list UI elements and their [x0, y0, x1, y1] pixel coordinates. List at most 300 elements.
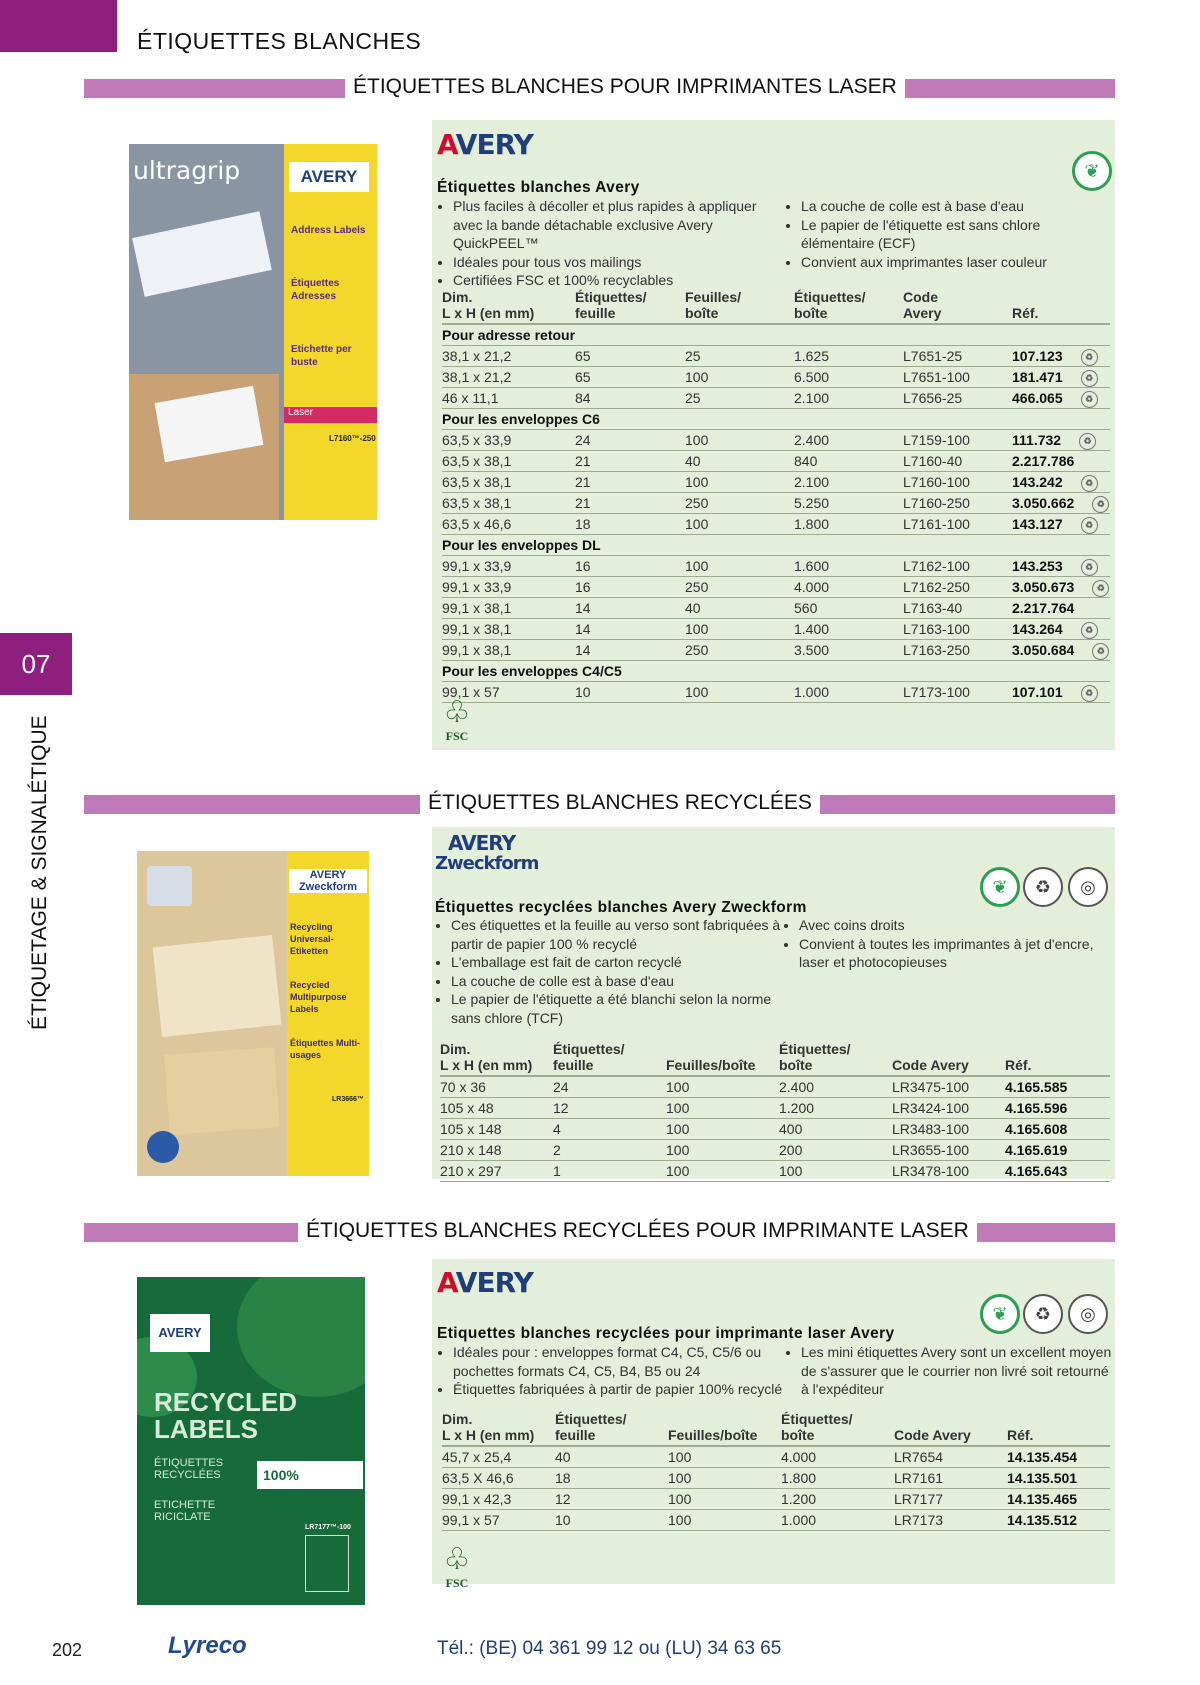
table-cell [442, 640, 575, 661]
table-cell [794, 556, 903, 577]
table-row [442, 598, 1110, 619]
cell-text: LR3475-100 [892, 1079, 970, 1095]
cell-text: 1.800 [794, 516, 830, 532]
group-label: Pour les enveloppes C6 [442, 409, 1110, 430]
cell-text: 250 [685, 579, 709, 595]
table-cell [553, 1140, 666, 1161]
recyclable-icon: ♻ [1081, 349, 1098, 366]
table-cell [666, 1140, 779, 1161]
table-cell [555, 1510, 668, 1531]
cell-text: 400 [779, 1121, 803, 1137]
table-cell [442, 577, 575, 598]
table-cell [666, 1161, 779, 1182]
table-cell [666, 1098, 779, 1119]
ref-cell[interactable] [1012, 367, 1110, 388]
ref-cell[interactable] [1007, 1446, 1110, 1468]
cell-text: 4.000 [781, 1449, 817, 1465]
bullets-right-3 [785, 1343, 1119, 1399]
table-cell [794, 430, 903, 451]
ref-cell[interactable] [1012, 598, 1110, 619]
bullets-right-1 [785, 197, 1101, 271]
cell-text: 4 [553, 1121, 561, 1137]
ref-cell[interactable] [1007, 1468, 1110, 1489]
pack-avery-logo: AVERY [289, 162, 369, 192]
table-group-row [442, 661, 1110, 682]
ref-cell[interactable] [1012, 430, 1110, 451]
table-cell [575, 346, 685, 367]
table-cell [903, 514, 1012, 535]
cell-text: 84 [575, 390, 591, 406]
pack-laser-band: Laser [284, 407, 377, 423]
cell-text: 14.135.465 [1007, 1491, 1078, 1507]
cell-text: 4.165.596 [1005, 1100, 1068, 1116]
cell-text: 105 x 48 [440, 1100, 494, 1116]
cell-text: 21 [575, 474, 591, 490]
ref-cell[interactable] [1012, 493, 1110, 514]
table-cell [442, 619, 575, 640]
pack-line: Recycled Multipurpose Labels [290, 980, 347, 1014]
col-labels-box: Étiquettes/ boîte [781, 1411, 894, 1446]
recyclable-icon: ♻ [1092, 496, 1109, 513]
cell-text: 99,1 x 57 [442, 684, 500, 700]
table-cell [894, 1468, 1007, 1489]
bullet: • Avec coins droits [799, 916, 1119, 935]
cell-text: 1.200 [781, 1491, 817, 1507]
col-dim: Dim. L x H (en mm) [442, 1411, 555, 1446]
pack-ultragrip: ultragrip [133, 156, 241, 185]
cell-text: 5.250 [794, 495, 830, 511]
cell-text: 100 [668, 1470, 692, 1486]
table-cell [440, 1119, 553, 1140]
avery-logo: AVERY [437, 128, 533, 161]
table-cell [442, 514, 575, 535]
cell-text: 10 [555, 1512, 571, 1528]
table-row [442, 577, 1110, 598]
table-cell [794, 346, 903, 367]
bullet: • Idéales pour : enveloppes format C4, C5, C5/6 ou pochettes formats C4, C5, B4, B5 ou 24 [453, 1343, 788, 1380]
table-cell [555, 1468, 668, 1489]
table-cell [892, 1076, 1005, 1098]
table-cell [779, 1140, 892, 1161]
spec-table-3 [442, 1411, 1110, 1531]
table-cell [575, 682, 685, 703]
cell-text: 40 [555, 1449, 571, 1465]
table-cell [442, 1468, 555, 1489]
cell-text: 46 x 11,1 [442, 390, 499, 406]
table-row [440, 1161, 1110, 1182]
cell-text: L7651-100 [903, 369, 970, 385]
table-cell [685, 598, 794, 619]
avery-logo: AVERY [437, 1266, 533, 1299]
cell-text: 560 [794, 600, 818, 616]
table-cell [685, 388, 794, 409]
table-cell [903, 367, 1012, 388]
table-cell [903, 556, 1012, 577]
cell-text: 65 [575, 348, 591, 364]
table-cell [794, 451, 903, 472]
table-cell [685, 493, 794, 514]
table-cell [555, 1489, 668, 1510]
pack-title: LABELS [154, 1414, 258, 1444]
ref-cell[interactable] [1012, 388, 1110, 409]
table-cell [894, 1489, 1007, 1510]
chapter-tab[interactable]: 07 [0, 633, 72, 695]
table-cell [779, 1161, 892, 1182]
page-number: 202 [52, 1640, 83, 1660]
table-cell [442, 493, 575, 514]
table-row [442, 388, 1110, 409]
table-cell [892, 1140, 1005, 1161]
table-cell [779, 1119, 892, 1140]
footer-phone: Tél.: (BE) 04 361 99 12 ou (LU) 34 63 65 [437, 1638, 782, 1659]
col-ref: Réf. [1005, 1041, 1110, 1076]
cell-text: L7160-100 [903, 474, 970, 490]
ref-cell[interactable] [1012, 682, 1110, 703]
bullet: • Idéales pour tous vos mailings [453, 253, 787, 272]
table-row [442, 346, 1110, 367]
cell-text: 100 [666, 1079, 690, 1095]
col-labels-sheet: Étiquettes/ feuille [575, 289, 685, 324]
cell-text: 63,5 x 46,6 [442, 516, 512, 532]
cell-text: L7656-25 [903, 390, 963, 406]
cell-text: 1.600 [794, 558, 830, 574]
cell-text: 63,5 x 38,1 [442, 453, 512, 469]
col-labels-box: Étiquettes/ boîte [779, 1041, 892, 1076]
cell-text: 24 [575, 432, 591, 448]
table-cell [553, 1098, 666, 1119]
table-row [442, 1446, 1110, 1468]
cell-text: 100 [668, 1512, 692, 1528]
table-cell [440, 1098, 553, 1119]
section-heading-2: ÉTIQUETTES BLANCHES RECYCLÉES [420, 791, 820, 815]
ref-cell[interactable] [1012, 640, 1110, 661]
table-row [440, 1098, 1110, 1119]
col-sheets-box: Feuilles/ boîte [685, 289, 794, 324]
table-cell [794, 388, 903, 409]
recyclable-icon: ♻ [1081, 391, 1098, 408]
product-title-2: Étiquettes recyclées blanches Avery Zweckform [435, 899, 807, 916]
bullet: • Le papier de l'étiquette est sans chlore élémentaire (ECF) [801, 216, 1101, 253]
cell-text: 143.242 [1012, 474, 1063, 490]
table-cell [575, 640, 685, 661]
cell-text: 466.065 [1012, 390, 1063, 406]
group-label: Pour les enveloppes DL [442, 535, 1110, 556]
table-cell [779, 1076, 892, 1098]
group-label: Pour les enveloppes C4/C5 [442, 661, 1110, 682]
product-image-avery-laser [129, 144, 377, 520]
table-row [442, 619, 1110, 640]
table-cell [685, 472, 794, 493]
cell-text: 14 [575, 642, 591, 658]
cell-text: 12 [553, 1100, 569, 1116]
cell-text: 40 [685, 453, 701, 469]
table-cell [575, 598, 685, 619]
table-group-row [442, 535, 1110, 556]
table-cell [892, 1161, 1005, 1182]
cell-text: 14 [575, 621, 591, 637]
recyclable-icon: ♻ [1081, 559, 1098, 576]
ref-cell[interactable] [1005, 1119, 1110, 1140]
ref-cell[interactable] [1012, 619, 1110, 640]
table-cell [442, 598, 575, 619]
cell-text: 100 [685, 432, 709, 448]
cell-text: 3.050.673 [1012, 579, 1075, 595]
bullet: • Convient à toutes les imprimantes à jet d'encre, laser et photocopieuses [799, 935, 1119, 972]
table-cell [892, 1098, 1005, 1119]
ref-cell[interactable] [1012, 556, 1110, 577]
bullet: • Plus faciles à décoller et plus rapides à appliquer avec la bande détachable exclusive Avery QuickPEEL™ [453, 197, 787, 253]
table-cell [892, 1119, 1005, 1140]
table-row [442, 514, 1110, 535]
cell-text: 12 [555, 1491, 571, 1507]
table-cell [442, 1489, 555, 1510]
globe-icon: ◎ [1068, 1294, 1108, 1334]
cell-text: LR3483-100 [892, 1121, 970, 1137]
chapter-title: ÉTIQUETAGE & SIGNALÉTIQUE [28, 715, 51, 1030]
cell-text: 16 [575, 579, 591, 595]
cell-text: LR7161 [894, 1470, 944, 1486]
cell-text: 6.500 [794, 369, 830, 385]
table-cell [575, 451, 685, 472]
cell-text: 63,5 x 38,1 [442, 495, 512, 511]
cell-text: 210 x 148 [440, 1142, 502, 1158]
eco-leaf-icon: ❦ [980, 1294, 1020, 1334]
table-cell [575, 619, 685, 640]
cell-text: 3.050.662 [1012, 495, 1075, 511]
table-cell [903, 430, 1012, 451]
pack-line: Recycling Universal-Etiketten [290, 922, 334, 956]
section-heading-3: ÉTIQUETTES BLANCHES RECYCLÉES POUR IMPRIMANTE LASER [298, 1219, 977, 1243]
cell-text: 99,1 x 33,9 [442, 558, 512, 574]
table-cell [794, 577, 903, 598]
recyclable-icon: ♻ [1092, 580, 1109, 597]
table-cell [553, 1076, 666, 1098]
cell-text: 2.100 [794, 390, 830, 406]
product-title-1: Étiquettes blanches Avery [437, 179, 640, 196]
table-cell [668, 1446, 781, 1468]
ref-cell[interactable] [1012, 472, 1110, 493]
cell-text: 100 [685, 474, 709, 490]
ref-cell[interactable] [1012, 577, 1110, 598]
cell-text: LR7654 [894, 1449, 944, 1465]
bullet: • Ces étiquettes et la feuille au verso sont fabriquées à partir de papier 100 % recyclé [451, 916, 786, 953]
lyreco-logo[interactable]: Lyreco [168, 1632, 247, 1659]
globe-icon: ◎ [1068, 867, 1108, 907]
bullets-right-2 [783, 916, 1119, 972]
cell-text: L7173-100 [903, 684, 970, 700]
cell-text: 63,5 x 38,1 [442, 474, 512, 490]
cell-text: 107.123 [1012, 348, 1063, 364]
cell-text: 99,1 x 42,3 [442, 1491, 512, 1507]
bullet: • Les mini étiquettes Avery sont un excellent moyen de s'assurer que le courrier non livré soit retourné à l'expéditeur [801, 1343, 1119, 1399]
table-cell [685, 367, 794, 388]
pack-line: Etichette per buste [291, 344, 352, 368]
cell-text: 38,1 x 21,2 [442, 348, 512, 364]
cell-text: 63,5 x 33,9 [442, 432, 512, 448]
table-cell [781, 1489, 894, 1510]
col-sheets-box: Feuilles/boîte [666, 1041, 779, 1076]
cell-text: 100 [685, 369, 709, 385]
col-code: Code Avery [892, 1041, 1005, 1076]
cell-text: 100 [685, 516, 709, 532]
ref-cell[interactable] [1012, 346, 1110, 367]
table-cell [794, 682, 903, 703]
cell-text: 4.000 [794, 579, 830, 595]
ref-cell[interactable] [1007, 1489, 1110, 1510]
cell-text: L7163-250 [903, 642, 970, 658]
table-cell [903, 619, 1012, 640]
fsc-logo: ♧ FSC [437, 697, 477, 744]
ref-cell[interactable] [1012, 451, 1110, 472]
recyclable-icon: ♻ [1079, 433, 1096, 450]
spec-table-2 [440, 1041, 1110, 1182]
recycle-icon: ♻ [1023, 1294, 1063, 1334]
table-cell [781, 1446, 894, 1468]
cell-text: 2.217.786 [1012, 453, 1075, 469]
table-cell [442, 388, 575, 409]
ref-cell[interactable] [1005, 1076, 1110, 1098]
col-code: Code Avery [903, 289, 1012, 324]
table-header-row [440, 1041, 1110, 1076]
recyclable-icon: ♻ [1081, 475, 1098, 492]
table-cell [575, 388, 685, 409]
table-cell [794, 514, 903, 535]
table-cell [668, 1489, 781, 1510]
cell-text: 70 x 36 [440, 1079, 486, 1095]
cell-text: 4.165.643 [1005, 1163, 1068, 1179]
table-cell [685, 619, 794, 640]
spec-table-1 [442, 289, 1110, 703]
table-cell [894, 1510, 1007, 1531]
bullet: • La couche de colle est à base d'eau [801, 197, 1101, 216]
avery-logo: AVERY [448, 831, 516, 855]
table-header-row [442, 289, 1110, 324]
cell-text: 24 [553, 1079, 569, 1095]
eco-leaf-icon: ❦ [1072, 151, 1112, 191]
group-label: Pour adresse retour [442, 324, 1110, 346]
table-cell [685, 514, 794, 535]
table-cell [794, 640, 903, 661]
cell-text: 1.000 [794, 684, 830, 700]
cell-text: L7160-40 [903, 453, 963, 469]
cell-text: 1.400 [794, 621, 830, 637]
cell-text: 14 [575, 600, 591, 616]
table-cell [440, 1076, 553, 1098]
table-row [442, 1468, 1110, 1489]
table-cell [442, 367, 575, 388]
bullets-left-1 [437, 197, 787, 290]
cell-text: 10 [575, 684, 591, 700]
cell-text: 99,1 x 33,9 [442, 579, 512, 595]
table-cell [685, 556, 794, 577]
table-cell [903, 388, 1012, 409]
bullet: • L'emballage est fait de carton recyclé [451, 953, 786, 972]
ref-cell[interactable] [1012, 514, 1110, 535]
bullets-left-3 [437, 1343, 788, 1399]
cell-text: 100 [666, 1100, 690, 1116]
table-cell [794, 493, 903, 514]
table-row [442, 430, 1110, 451]
ref-cell[interactable] [1007, 1510, 1110, 1531]
table-cell [442, 1510, 555, 1531]
table-row [442, 640, 1110, 661]
cell-text: 63,5 X 46,6 [442, 1470, 514, 1486]
table-cell [781, 1510, 894, 1531]
cell-text: 4.165.619 [1005, 1142, 1068, 1158]
table-cell [685, 577, 794, 598]
table-cell [442, 556, 575, 577]
ref-cell[interactable] [1005, 1161, 1110, 1182]
col-labels-sheet: Étiquettes/ feuille [555, 1411, 668, 1446]
recyclable-icon: ♻ [1081, 685, 1098, 702]
eco-leaf-icon: ❦ [980, 867, 1020, 907]
table-row [440, 1119, 1110, 1140]
col-code: Code Avery [894, 1411, 1007, 1446]
ref-cell[interactable] [1005, 1140, 1110, 1161]
pack-avery-logo: AVERY [150, 1314, 210, 1352]
cell-text: 14.135.454 [1007, 1449, 1078, 1465]
table-cell [779, 1098, 892, 1119]
cell-text: 65 [575, 369, 591, 385]
cell-text: 111.732 [1012, 432, 1062, 448]
cell-text: 1 [553, 1163, 561, 1179]
table-row [442, 1489, 1110, 1510]
col-dim: Dim. L x H (en mm) [440, 1041, 553, 1076]
recycle-icon: ♻ [1023, 867, 1063, 907]
zweckform-logo: Zweckform [435, 853, 539, 874]
table-cell [666, 1119, 779, 1140]
pack-title: RECYCLED [154, 1387, 298, 1417]
cell-text: 2.400 [779, 1079, 815, 1095]
pack-code: LR3666™ [332, 1096, 364, 1103]
cell-text: 100 [685, 621, 709, 637]
table-row [442, 682, 1110, 703]
bullet: • Le papier de l'étiquette a été blanchi selon la norme sans chlore (TCF) [451, 990, 786, 1027]
cell-text: 143.264 [1012, 621, 1063, 637]
table-row [442, 451, 1110, 472]
table-cell [668, 1510, 781, 1531]
cell-text: 840 [794, 453, 818, 469]
product-image-avery-recycled [137, 1277, 365, 1605]
col-dim: Dim. L x H (en mm) [442, 289, 575, 324]
pack-code: L7160™-250 [329, 434, 376, 443]
table-cell [903, 577, 1012, 598]
cell-text: 21 [575, 495, 591, 511]
cell-text: 99,1 x 38,1 [442, 642, 512, 658]
cell-text: 38,1 x 21,2 [442, 369, 512, 385]
table-cell [442, 430, 575, 451]
cell-text: 1.625 [794, 348, 830, 364]
cell-text: 2 [553, 1142, 561, 1158]
cell-text: 100 [685, 558, 709, 574]
table-cell [903, 598, 1012, 619]
table-cell [794, 367, 903, 388]
table-cell [555, 1446, 668, 1468]
cell-text: 21 [575, 453, 591, 469]
table-row [440, 1140, 1110, 1161]
col-ref: Réf. [1007, 1411, 1110, 1446]
col-sheets-box: Feuilles/boîte [668, 1411, 781, 1446]
table-cell [794, 472, 903, 493]
table-cell [575, 577, 685, 598]
table-header-row [442, 1411, 1110, 1446]
ref-cell[interactable] [1005, 1098, 1110, 1119]
cell-text: 200 [779, 1142, 803, 1158]
cell-text: LR7177 [894, 1491, 944, 1507]
table-cell [903, 640, 1012, 661]
cell-text: 2.217.764 [1012, 600, 1075, 616]
table-cell [794, 619, 903, 640]
